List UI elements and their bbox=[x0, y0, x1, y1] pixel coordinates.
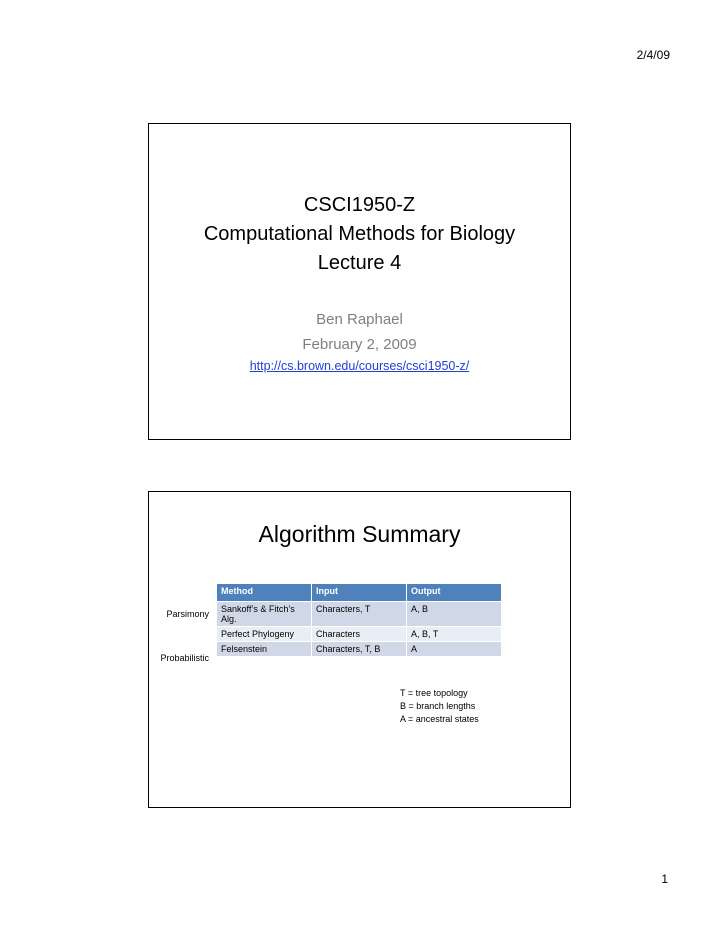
slide-algorithm-summary bbox=[148, 491, 571, 808]
page-number: 1 bbox=[661, 872, 668, 886]
slide-heading: Algorithm Summary bbox=[258, 521, 461, 547]
column-header: Method bbox=[217, 584, 312, 602]
table-cell: Perfect Phylogeny bbox=[217, 627, 312, 642]
column-header: Input bbox=[312, 584, 407, 602]
table-row bbox=[217, 642, 502, 657]
table-row bbox=[217, 627, 502, 642]
slide-title-heading bbox=[149, 191, 570, 278]
slide-title bbox=[148, 123, 571, 440]
legend-item: B = branch lengths bbox=[400, 701, 476, 711]
table-header-row bbox=[217, 584, 502, 602]
table-cell: Characters, T bbox=[312, 602, 407, 627]
table-row bbox=[217, 602, 502, 627]
course-code: CSCI1950-Z bbox=[303, 194, 416, 216]
page-date: 2/4/09 bbox=[636, 48, 670, 62]
course-name: Computational Methods for Biology bbox=[203, 223, 516, 245]
lecture-number: Lecture 4 bbox=[317, 252, 402, 274]
table-cell: A, B bbox=[407, 602, 502, 627]
legend-item: A = ancestral states bbox=[400, 714, 479, 724]
row-group-parsimony: Parsimony bbox=[166, 609, 209, 619]
table-cell: Characters bbox=[312, 627, 407, 642]
table-cell: Characters, T, B bbox=[312, 642, 407, 657]
row-group-probabilistic: Probabilistic bbox=[160, 653, 209, 663]
course-url-link[interactable]: http://cs.brown.edu/courses/csci1950-z/ bbox=[249, 359, 470, 373]
table-cell: A bbox=[407, 642, 502, 657]
summary-table bbox=[217, 584, 502, 657]
lecture-date: February 2, 2009 bbox=[302, 336, 417, 353]
legend-item: T = tree topology bbox=[400, 688, 468, 698]
table-cell: A, B, T bbox=[407, 627, 502, 642]
legend bbox=[400, 687, 479, 726]
table-cell: Felsenstein bbox=[217, 642, 312, 657]
table-cell: Sankoff’s & Fitch’s Alg. bbox=[217, 602, 312, 627]
author-name: Ben Raphael bbox=[316, 311, 403, 328]
column-header: Output bbox=[407, 584, 502, 602]
slide-subtitle bbox=[149, 307, 570, 357]
